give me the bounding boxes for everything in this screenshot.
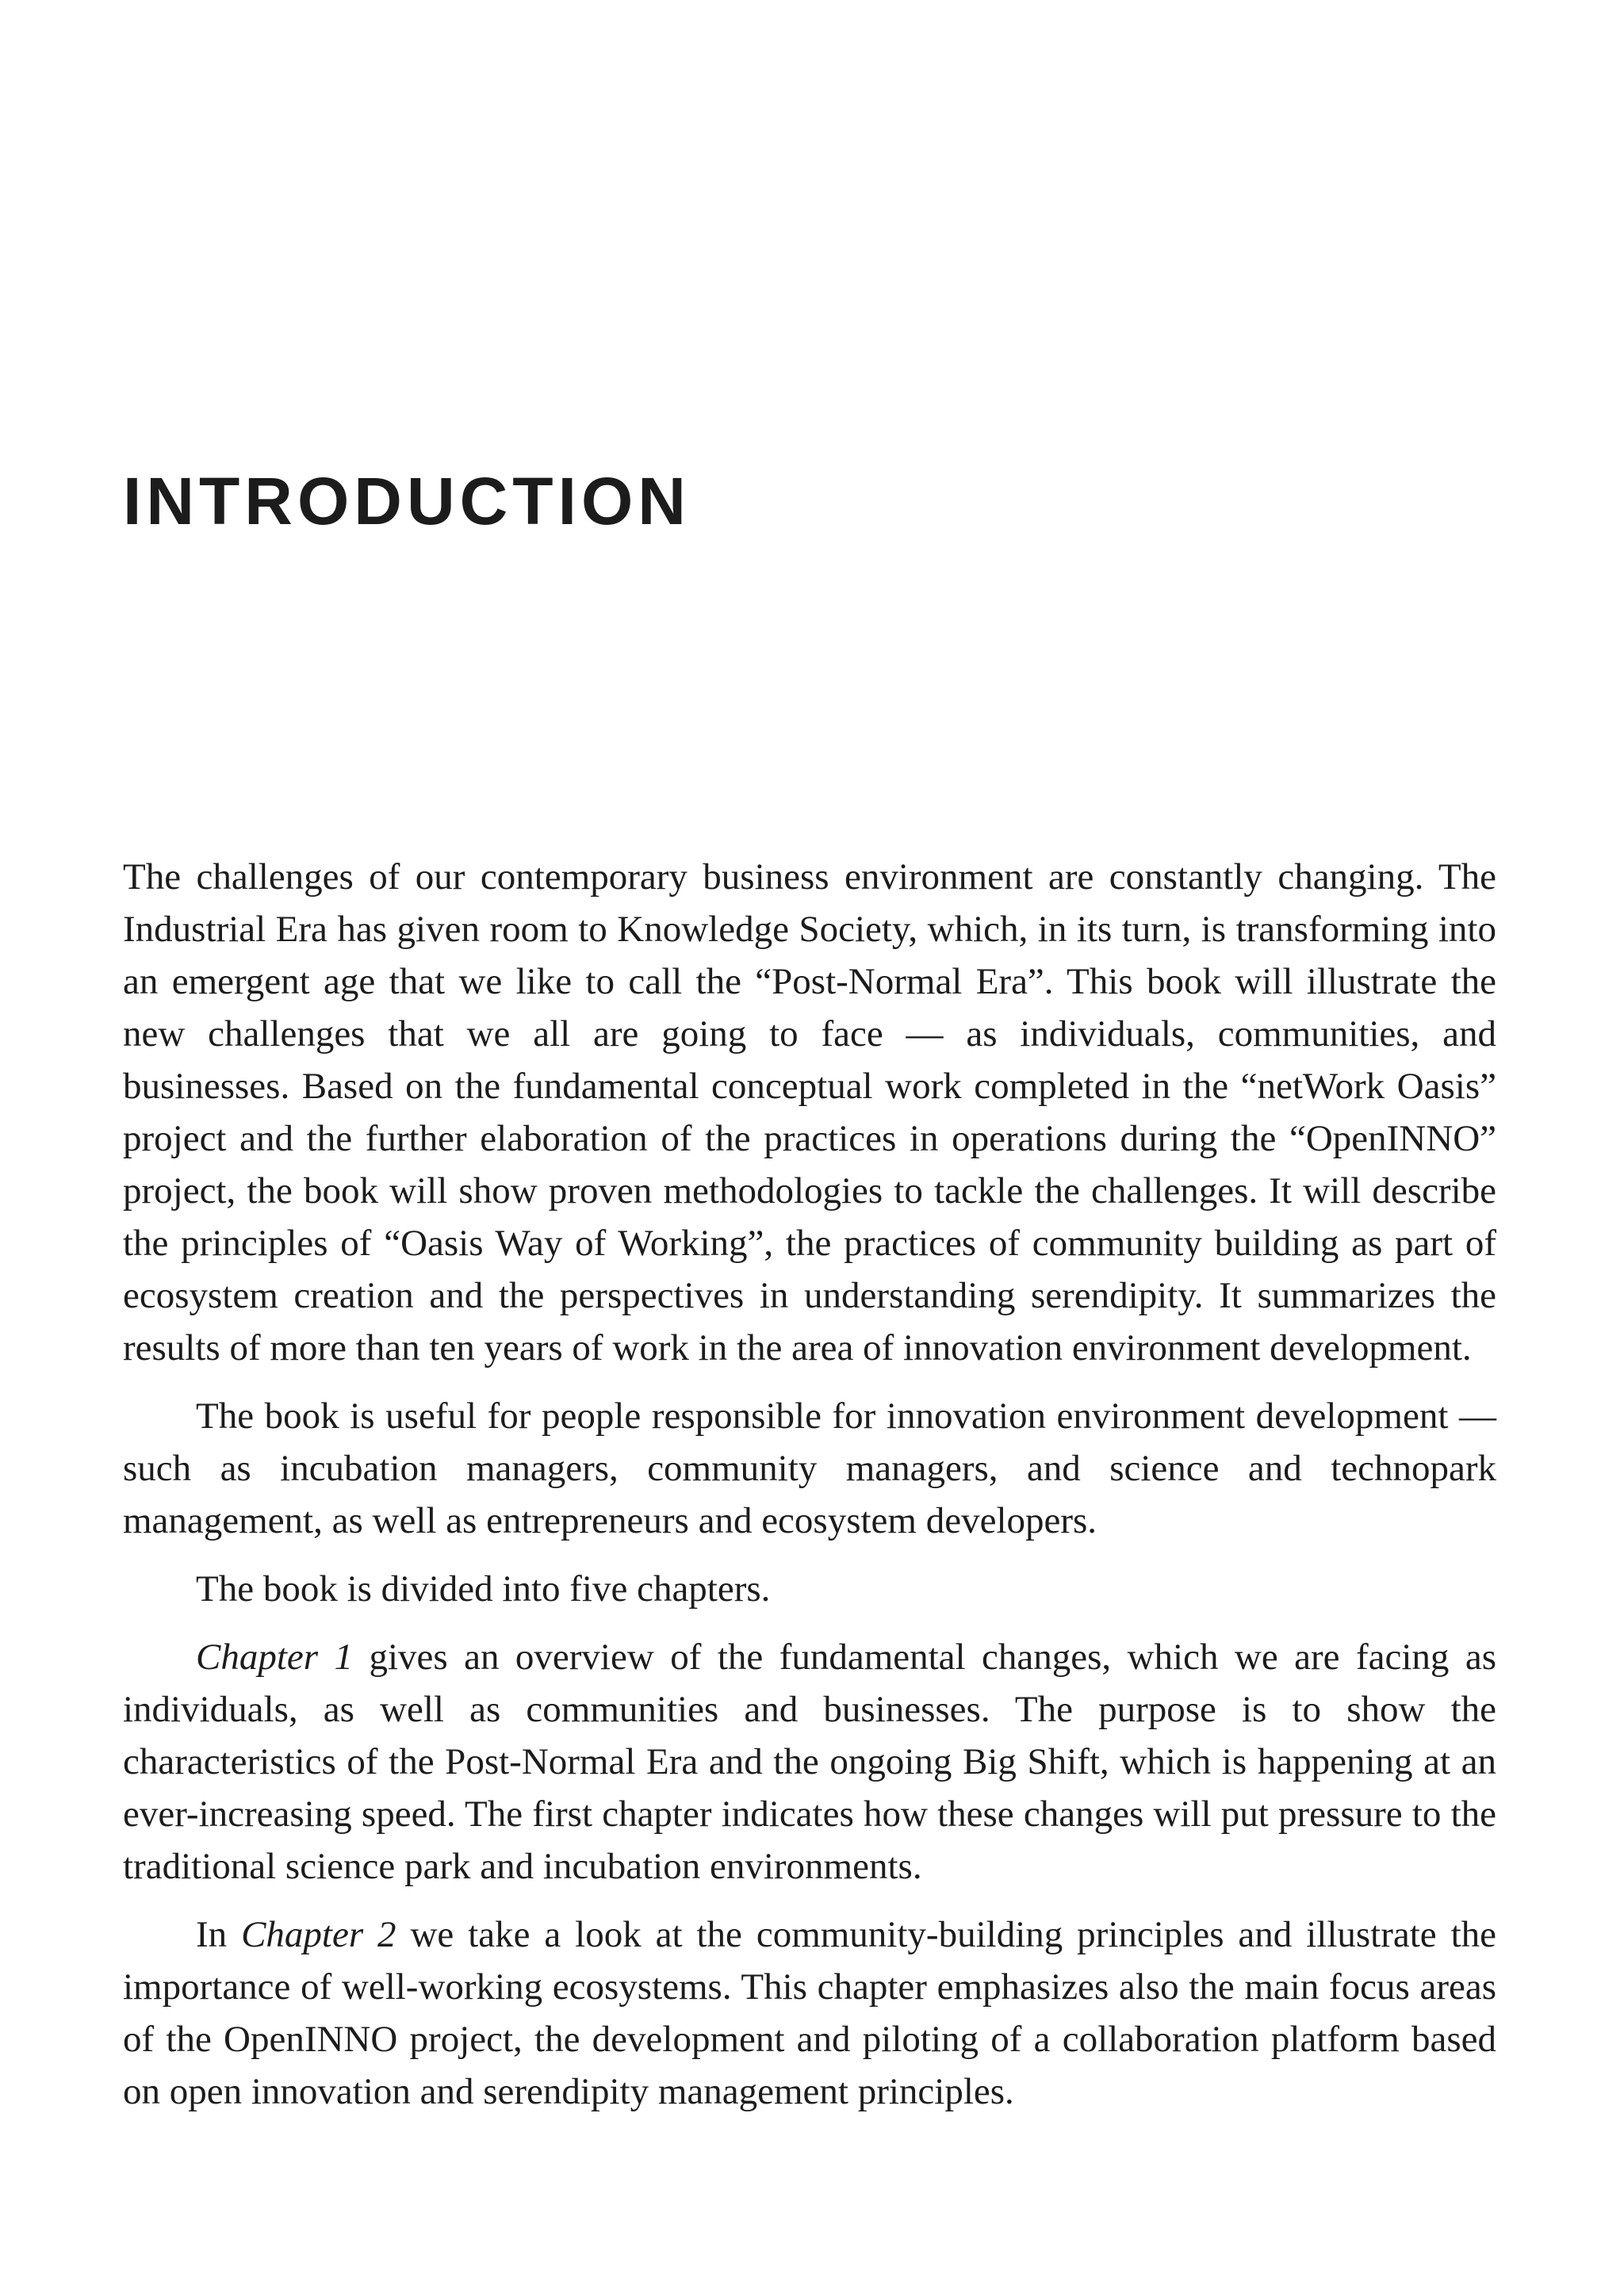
paragraph-4-text: gives an overview of the fundamental changes, which we are facing as individuals, as well as communities and businesses. The purpose is to show the characteristics of the Post-Normal Era and the ongoing Big Shift, which is happening at an ever-increasing speed. The first chapter indicates how these changes will put pressure to the traditional science park and incubation environments. [123, 1636, 1497, 1887]
paragraph-1-text: The challenges of our contemporary business environment are constantly changing. The Industrial Era has given room to Knowledge Society, which, in its turn, is transforming into an emergent age that we like to call the “Post-Normal Era”. This book will illustrate the new challenges that we all are going to face — as individuals, communities, and businesses. Based on the fundamental conceptual work completed in the “netWork Oasis” project and the further elaboration of the practices in operations during the “OpenINNO” project, the book will show proven methodologies to tackle the challenges. It will describe the principles of “Oasis Way of Working”, the practices of community building as part of ecosystem creation and the perspectives in understanding serendipity. It summarizes the results of more than ten years of work in the area of innovation environment development. [123, 856, 1496, 1369]
chapter-title: INTRODUCTION [123, 464, 691, 538]
body-text [123, 851, 1496, 2134]
paragraph-5 [123, 1908, 1496, 2118]
paragraph-1 [123, 851, 1496, 1374]
chapter-1-reference: Chapter 1 [196, 1636, 354, 1678]
paragraph-5-prefix: In [196, 1914, 242, 1955]
paragraph-3-text: The book is divided into five chapters. [196, 1568, 771, 1610]
paragraph-5-text: we take a look at the community-building principles and illustrate the importance of well-working ecosystems. This chapter emphasizes also the main focus areas of the OpenINNO project, the development and piloting of a collaboration platform based on open innovation and serendipity management principles. [123, 1914, 1496, 2112]
paragraph-2 [123, 1390, 1496, 1547]
chapter-2-reference: Chapter 2 [241, 1914, 396, 1955]
paragraph-3 [123, 1563, 1496, 1615]
paragraph-4 [123, 1631, 1496, 1893]
paragraph-2-text: The book is useful for people responsible for innovation environment development — such as incubation managers, community managers, and science and technopark management, as well as entrepreneurs and ecosystem developers. [123, 1395, 1496, 1541]
